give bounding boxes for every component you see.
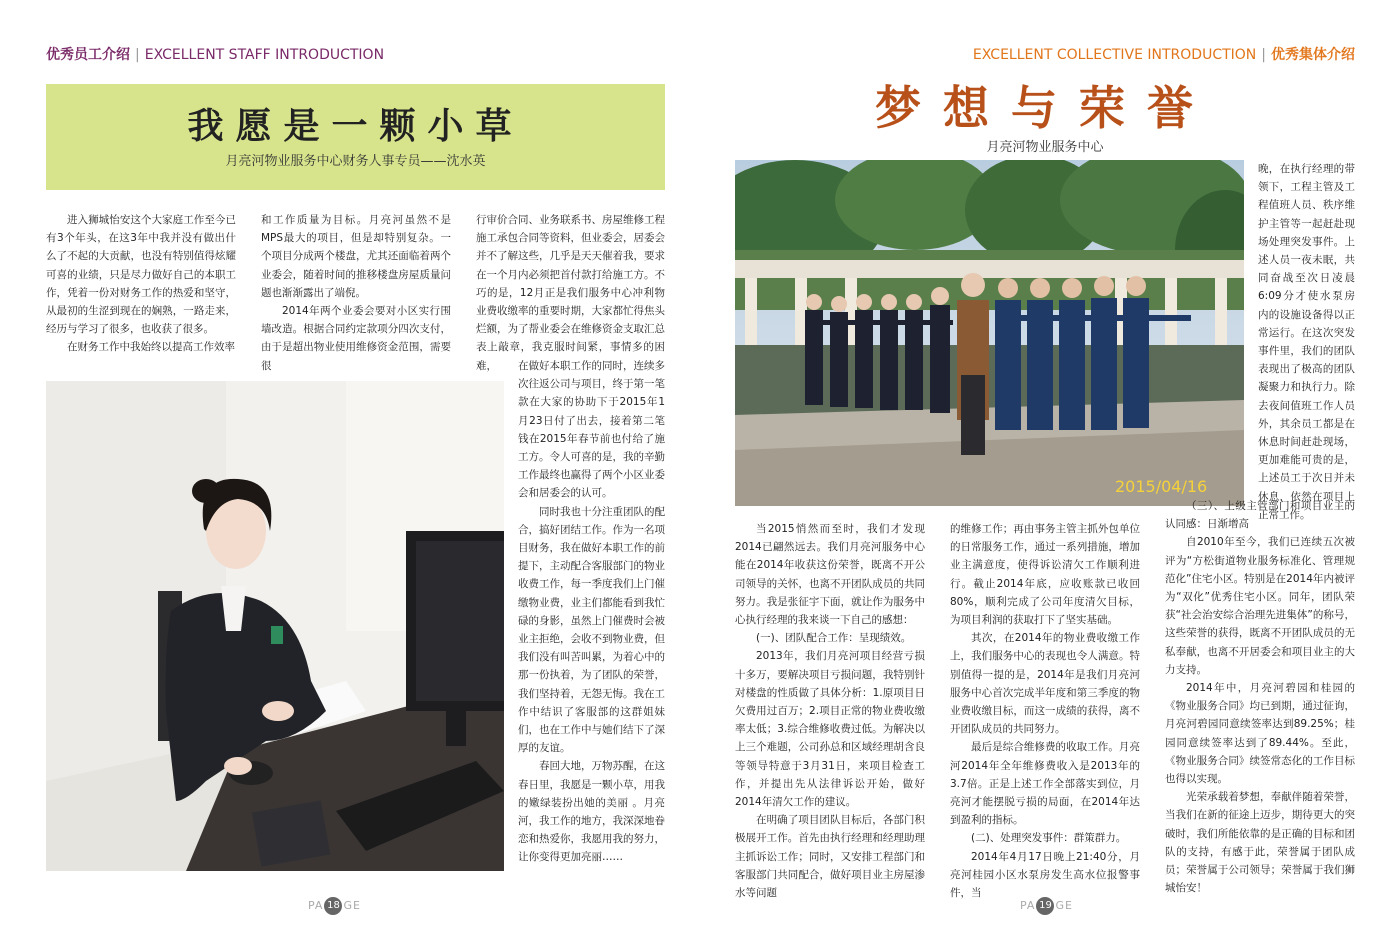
paragraph: 行审价合同、业务联系书、房屋维修工程施工承包合同等资料，但业委会，居委会并不了解这些，几乎是天天催着我，要求在一个月内必须把首付款打给施工方。不巧的是，12月正是我们服务中心冲利物业费收缴率的重要时期，大家都忙得焦头烂额，为了帮业委会在维修资金支取汇总表上敲章，我克服时间紧，事情多的困难， [476, 214, 665, 372]
page-label-pre: PA [308, 899, 324, 912]
left-column-1 [46, 211, 236, 357]
right-column-3 [1165, 497, 1355, 897]
page-number-badge: 18 [324, 897, 342, 915]
article-title: 我愿是一颗小草 [187, 106, 524, 147]
paragraph: 同时我也十分注重团队的配合，搞好团结工作。作为一名项目财务，我在做好本职工作的前提下，主动配合客服部门的物业收费工作，每一季度我们上门催缴物业费，业主们都能看到我忙碌的身影，虽然上门催费时会被业主拒绝，会收不到物业费，但我们没有叫苦叫累，为着心中的那一份执着，为了团队的荣誉，我们坚持着，无怨无悔。我在工作中结识了客服部的这群姐妹们，也在工作中与她们结下了深厚的友谊。 [518, 505, 665, 755]
paragraph: 和工作质量为目标。月亮河虽然不是MPS最大的项目，但是却特别复杂。一个项目分成两个楼盘，尤其还面临着两个业委会，随着时间的推移楼盘房屋质量问题也渐渐露出了端倪。 [261, 214, 451, 299]
paragraph: (二)、处理突发事件：群策群力。 [971, 832, 1127, 845]
page-label-post: GE [343, 899, 361, 912]
paragraph: 晚，在执行经理的带领下，工程主管及工程值班人员、秩序维护主管等一起赶赴现场处理突发事件。上述人员一夜未眠，共同奋战至次日凌晨6:09分才使水泵房内的设施设备得以正常运行。在这次突发事件里，我们的团队表现出了极高的团队凝聚力和执行力。除去夜间值班工作人员外，其余员工都是在休息时间赶赴现场，更加难能可贵的是，上述员工于次日并未休息，依然在项目上正常工作。 [1258, 163, 1355, 521]
right-header-cn: 优秀集体介绍 [1271, 47, 1355, 63]
collective-title: 梦想与荣誉 [875, 81, 1215, 135]
page-label-pre: PA [1020, 899, 1036, 912]
paragraph: 2014年4月17日晚上21:40分，月亮河桂园小区水泵房发生高水位报警事件，当 [950, 850, 1140, 900]
paragraph: 进入狮城怡安这个大家庭工作至今已有3个年头，在这3年中我并没有做出什么了不起的大贡献，也没有特别值得炫耀可喜的业绩，只是尽力做好自己的本职工作，凭着一份对财务工作的热爱和坚守，从最初的生涩到现在的娴熟，一路走来，经历与学习了很多，也收获了很多。 [46, 214, 236, 336]
right-column-top-right [1258, 160, 1355, 524]
left-column-3-bottom [518, 357, 665, 867]
team-photo-illustration [735, 160, 1244, 506]
article-title-banner [46, 84, 665, 190]
right-page-number [1020, 897, 1073, 915]
page-label-post: GE [1055, 899, 1073, 912]
left-page-header [46, 44, 384, 64]
paragraph: 2014年两个业委会要对小区实行围墙改造。根据合同约定款项分四次支付，由于是超出物业使用维修资金范围，需要很 [261, 305, 451, 372]
right-column-2 [950, 520, 1140, 902]
paragraph: 的维修工作；再由事务主管主抓外包单位的日常服务工作，通过一系列措施，增加业主满意度，使得诉讼清欠工作顺利进行。截止2014年底，应收账款已收回80%，顺利完成了公司年度清欠目标，为项目利润的获取打下了坚实基础。 [950, 523, 1140, 627]
staff-photo-illustration [46, 381, 504, 871]
paragraph: 2013年，我们月亮河项目经营亏损十多万，要解决项目亏损问题，我特别针对楼盘的性质做了具体分析：1.原项目日欠费用过百万；2.项目正常的物业费收缴率太低；3.综合维修收费过低。为解决以上三个难题，公司孙总和区域经理胡含良等领导特意于3月31日，来项目检查工作，并提出先从法律诉讼开始，做好2014年清欠工作的建议。 [735, 650, 925, 809]
paragraph: 在财务工作中我始终以提高工作效率 [67, 341, 235, 354]
article-byline: 月亮河物业服务中心财务人事专员——沈水英 [225, 154, 486, 169]
right-column-1 [735, 520, 925, 902]
left-header-cn: 优秀员工介绍 [46, 47, 130, 63]
left-header-sep: | [135, 47, 140, 63]
left-header-en: EXCELLENT STAFF INTRODUCTION [144, 47, 385, 63]
paragraph: （三）、上级主管部门和项目业主的认同感：日渐增高 [1165, 500, 1355, 531]
collective-subtitle: 月亮河物业服务中心 [986, 140, 1104, 155]
paragraph: 光荣承载着梦想，奉献伴随着荣誉，当我们在新的征途上迈步，期待更大的突破时，我们所能依靠的是正确的目标和团队的支持，有感于此，荣誉属于团队成员；荣誉属于公司领导；荣誉属于我们狮城怡安！ [1165, 791, 1355, 895]
paragraph: 最后是综合维修费的收取工作。月亮河2014年全年维修费收入是2013年的3.7倍。正是上述工作全部落实到位，月亮河才能摆脱亏损的局面，在2014年达到盈利的指标。 [950, 741, 1140, 827]
left-column-3-top [476, 211, 665, 375]
paragraph: 当2015悄然而至时，我们才发现2014已翩然远去。我们月亮河服务中心能在2014年收获这份荣誉，既离不开公司领导的关怀，也离不开团队成员的共同努力。我是张征宇下面，就让作为服务中心执行经理的我来谈一下自己的感想： [735, 523, 925, 627]
paragraph: 在明确了项目团队目标后，各部门积极展开工作。首先由执行经理和经理助理主抓诉讼工作；同时，又安排工程部门和客服部门共同配合，做好项目业主房屋渗水等问题 [735, 814, 925, 900]
paragraph: 自2010年至今，我们已连续五次被评为“方松街道物业服务标准化、管理规范化”住宅小区。特别是在2014年内被评为“双化”优秀住宅小区。同年，团队荣获“社会治安综合治理先进集体”的称号，这些荣誉的获得，既离不开团队成员的无私奉献，也离不开居委会和项目业主的大力支持。 [1165, 536, 1355, 676]
team-photo [735, 160, 1244, 506]
left-page-number [308, 897, 361, 915]
left-column-2 [261, 211, 451, 375]
paragraph: 2014年中，月亮河碧园和桂园的《物业服务合同》均已到期，通过征询，月亮河碧园同意续签率达到89.25%；桂园同意续签率达到了89.44%。至此，《物业服务合同》续签常态化的工作目标也得以实现。 [1165, 682, 1355, 786]
paragraph: 在做好本职工作的同时，连续多次往返公司与项目，终于第一笔款在大家的协助下于2015年1月23日付了出去，接着第二笔钱在2015年春节前也付给了施工方。令人可喜的是，我的辛勤工作最终也赢得了两个小区业委会和居委会的认可。 [518, 360, 665, 500]
photo-date-stamp: 2015/04/16 [1115, 477, 1208, 496]
paragraph: 春回大地，万物苏醒，在这春日里，我愿是一颗小草，用我的嫩绿装扮出她的美丽 。月亮河，我工作的地方，我深深地眷恋和热爱你，我愿用我的努力，让你变得更加亮丽…… [518, 760, 665, 864]
paragraph: 其次，在2014年的物业费收缴工作上，我们服务中心的表现也令人满意。特别值得一提的是，2014年是我们月亮河服务中心首次完成半年度和第三季度的物业费收缴目标，而这一成绩的获得，离不开团队成员的共同努力。 [950, 632, 1140, 736]
right-header-en: EXCELLENT COLLECTIVE INTRODUCTION [972, 47, 1257, 63]
right-header-sep: | [1261, 47, 1266, 63]
paragraph: (一)、团队配合工作：呈现绩效。 [756, 632, 912, 645]
staff-photo [46, 381, 504, 871]
page-number-badge: 19 [1036, 897, 1054, 915]
right-page-header [973, 44, 1355, 64]
